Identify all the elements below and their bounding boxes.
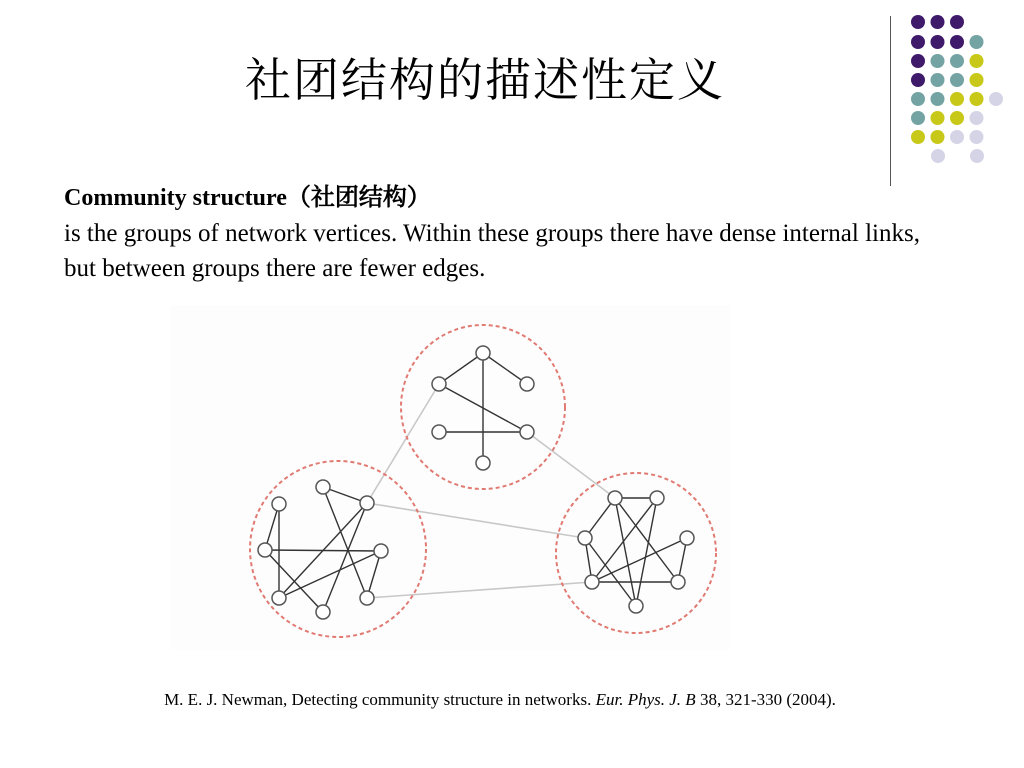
decorative-dot <box>911 54 925 68</box>
decorative-dot <box>970 54 984 68</box>
network-node <box>432 377 446 391</box>
network-node <box>360 496 374 510</box>
decorative-dot <box>950 73 964 87</box>
decorative-dot <box>950 130 964 144</box>
citation-details: 38, 321-330 (2004). <box>695 690 836 709</box>
network-node <box>520 425 534 439</box>
network-node <box>316 480 330 494</box>
decorative-dot-grid <box>0 0 1024 200</box>
decorative-dot <box>931 130 945 144</box>
network-node <box>258 543 272 557</box>
network-node <box>316 605 330 619</box>
decorative-dot <box>989 92 1003 106</box>
decorative-dot <box>970 149 984 163</box>
decorative-dot <box>931 54 945 68</box>
decorative-dot <box>970 111 984 125</box>
decorative-dot <box>931 149 945 163</box>
decorative-dot <box>931 35 945 49</box>
network-node <box>476 346 490 360</box>
decorative-dot <box>931 73 945 87</box>
decorative-dot <box>950 111 964 125</box>
intra-edge <box>265 550 381 551</box>
network-node <box>578 531 592 545</box>
network-node <box>671 575 685 589</box>
network-node <box>374 544 388 558</box>
definition-text: is the groups of network vertices. Within these groups there have dense internal links, but between groups there are fewer edges. <box>64 220 920 282</box>
citation-journal: Eur. Phys. J. B <box>595 690 696 709</box>
decorative-dot <box>950 35 964 49</box>
decorative-dot <box>931 92 945 106</box>
decorative-dot <box>970 73 984 87</box>
decorative-dot <box>911 35 925 49</box>
network-node <box>432 425 446 439</box>
network-node <box>629 599 643 613</box>
network-node <box>680 531 694 545</box>
network-node <box>272 497 286 511</box>
network-node <box>272 591 286 605</box>
decorative-dot <box>911 111 925 125</box>
network-node <box>476 456 490 470</box>
decorative-dot <box>970 92 984 106</box>
decorative-dot <box>911 73 925 87</box>
network-node <box>585 575 599 589</box>
citation <box>0 690 1000 710</box>
network-node <box>360 591 374 605</box>
decorative-dot <box>911 92 925 106</box>
decorative-dot <box>950 92 964 106</box>
network-node <box>650 491 664 505</box>
citation-authors-title: M. E. J. Newman, Detecting community structure in networks. <box>164 690 596 709</box>
slide-title: 社团结构的描述性定义 <box>245 53 725 107</box>
network-node <box>520 377 534 391</box>
network-node <box>608 491 622 505</box>
decorative-dot <box>970 35 984 49</box>
decorative-dot <box>911 130 925 144</box>
decorative-dot <box>950 15 964 29</box>
decorative-dot <box>911 15 925 29</box>
decorative-dot <box>931 111 945 125</box>
diagram-background <box>170 305 730 650</box>
community-network-diagram <box>170 305 730 650</box>
decorative-dot <box>970 130 984 144</box>
definition-heading: Community structure（社团结构） <box>64 185 431 211</box>
definition-block <box>64 180 924 286</box>
decorative-dot <box>931 15 945 29</box>
decorative-dot <box>950 54 964 68</box>
